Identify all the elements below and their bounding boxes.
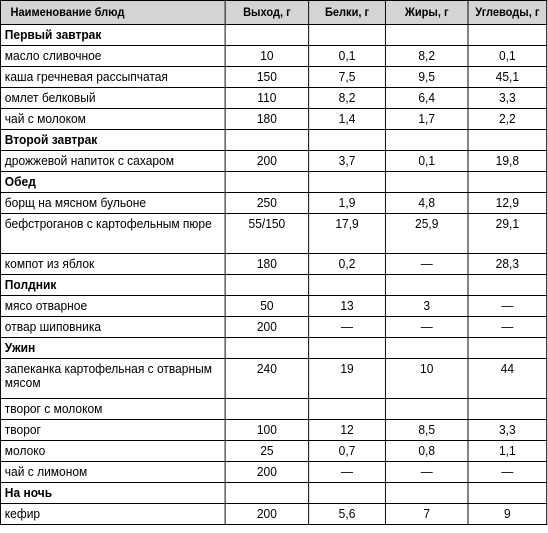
fat-cell: — — [385, 317, 468, 338]
section-title: Полдник — [0, 275, 225, 296]
empty-cell — [225, 130, 309, 151]
fat-cell: 3 — [385, 296, 468, 317]
output-cell: 110 — [225, 88, 309, 109]
protein-cell: 8,2 — [309, 88, 386, 109]
section-row — [0, 130, 546, 151]
header-dish-name: Наименование блюд — [0, 1, 225, 25]
protein-cell: 0,1 — [309, 46, 386, 67]
empty-cell — [385, 483, 468, 504]
section-row — [0, 483, 546, 504]
carbs-cell: 12,9 — [468, 193, 547, 214]
output-cell — [225, 399, 309, 420]
empty-cell — [225, 172, 309, 193]
empty-cell — [225, 338, 309, 359]
table-row — [0, 109, 546, 130]
output-cell: 200 — [225, 504, 309, 525]
output-cell: 200 — [225, 151, 309, 172]
table-row — [0, 462, 546, 483]
dish-name-cell: творог — [0, 420, 225, 441]
table-row — [0, 88, 546, 109]
output-cell: 25 — [225, 441, 309, 462]
header-carbs: Углеводы, г — [468, 1, 547, 25]
carbs-cell: 3,3 — [468, 420, 547, 441]
header-protein: Белки, г — [309, 1, 386, 25]
protein-cell: 3,7 — [309, 151, 386, 172]
section-row — [0, 275, 546, 296]
section-title: Обед — [0, 172, 225, 193]
header-row — [0, 1, 546, 25]
empty-cell — [385, 25, 468, 46]
output-cell: 50 — [225, 296, 309, 317]
fat-cell: 7 — [385, 504, 468, 525]
table-row — [0, 67, 546, 88]
dish-name-cell: омлет белковый — [0, 88, 225, 109]
header-output: Выход, г — [225, 1, 309, 25]
section-row — [0, 25, 546, 46]
protein-cell: 19 — [309, 359, 386, 399]
empty-cell — [468, 130, 547, 151]
output-cell: 100 — [225, 420, 309, 441]
protein-cell: 17,9 — [309, 214, 386, 254]
empty-cell — [225, 483, 309, 504]
dish-name-cell: творог с молоком — [0, 399, 225, 420]
empty-cell — [468, 338, 547, 359]
fat-cell: 4,8 — [385, 193, 468, 214]
protein-cell — [309, 399, 386, 420]
empty-cell — [385, 130, 468, 151]
section-title: На ночь — [0, 483, 225, 504]
empty-cell — [225, 25, 309, 46]
fat-cell: 0,8 — [385, 441, 468, 462]
table-row — [0, 359, 546, 399]
carbs-cell: 28,3 — [468, 254, 547, 275]
header-fat: Жиры, г — [385, 1, 468, 25]
protein-cell: — — [309, 317, 386, 338]
output-cell: 55/150 — [225, 214, 309, 254]
protein-cell: 13 — [309, 296, 386, 317]
fat-cell: 1,7 — [385, 109, 468, 130]
section-row — [0, 338, 546, 359]
empty-cell — [385, 338, 468, 359]
carbs-cell: 3,3 — [468, 88, 547, 109]
empty-cell — [309, 483, 386, 504]
empty-cell — [309, 130, 386, 151]
table-row — [0, 441, 546, 462]
dish-name-cell: чай с молоком — [0, 109, 225, 130]
empty-cell — [225, 275, 309, 296]
dish-name-cell: отвар шиповника — [0, 317, 225, 338]
carbs-cell: 19,8 — [468, 151, 547, 172]
output-cell: 250 — [225, 193, 309, 214]
fat-cell: — — [385, 462, 468, 483]
empty-cell — [309, 172, 386, 193]
dish-name-cell: каша гречневая рассыпчатая — [0, 67, 225, 88]
table-row — [0, 46, 546, 67]
carbs-cell: 29,1 — [468, 214, 547, 254]
dish-name-cell: запеканка картофельная с отварным мясом — [0, 359, 225, 399]
table-row — [0, 214, 546, 254]
protein-cell: 5,6 — [309, 504, 386, 525]
protein-cell: 1,4 — [309, 109, 386, 130]
dish-name-cell: молоко — [0, 441, 225, 462]
section-title: Второй завтрак — [0, 130, 225, 151]
protein-cell: 0,7 — [309, 441, 386, 462]
carbs-cell: 9 — [468, 504, 547, 525]
fat-cell — [385, 399, 468, 420]
table-row — [0, 254, 546, 275]
protein-cell: 1,9 — [309, 193, 386, 214]
table-row — [0, 504, 546, 525]
fat-cell: 10 — [385, 359, 468, 399]
empty-cell — [468, 25, 547, 46]
table-row — [0, 296, 546, 317]
empty-cell — [385, 275, 468, 296]
carbs-cell: 44 — [468, 359, 547, 399]
table-row — [0, 151, 546, 172]
table-row — [0, 399, 546, 420]
protein-cell: 7,5 — [309, 67, 386, 88]
protein-cell: 12 — [309, 420, 386, 441]
output-cell: 10 — [225, 46, 309, 67]
output-cell: 180 — [225, 254, 309, 275]
fat-cell: — — [385, 254, 468, 275]
table-body — [0, 25, 546, 525]
protein-cell: — — [309, 462, 386, 483]
protein-cell: 0,2 — [309, 254, 386, 275]
empty-cell — [309, 275, 386, 296]
dish-name-cell: дрожжевой напиток с сахаром — [0, 151, 225, 172]
dish-name-cell: кефир — [0, 504, 225, 525]
output-cell: 240 — [225, 359, 309, 399]
empty-cell — [385, 172, 468, 193]
fat-cell: 25,9 — [385, 214, 468, 254]
fat-cell: 0,1 — [385, 151, 468, 172]
carbs-cell: — — [468, 462, 547, 483]
dish-name-cell: чай с лимоном — [0, 462, 225, 483]
carbs-cell: — — [468, 317, 547, 338]
dish-name-cell: компот из яблок — [0, 254, 225, 275]
output-cell: 150 — [225, 67, 309, 88]
table-row — [0, 420, 546, 441]
carbs-cell: — — [468, 296, 547, 317]
carbs-cell: 2,2 — [468, 109, 547, 130]
carbs-cell: 1,1 — [468, 441, 547, 462]
dish-name-cell: борщ на мясном бульоне — [0, 193, 225, 214]
empty-cell — [468, 483, 547, 504]
fat-cell: 8,5 — [385, 420, 468, 441]
carbs-cell — [468, 399, 547, 420]
fat-cell: 6,4 — [385, 88, 468, 109]
dish-name-cell: бефстроганов с картофельным пюре — [0, 214, 225, 254]
dish-name-cell: мясо отварное — [0, 296, 225, 317]
fat-cell: 9,5 — [385, 67, 468, 88]
empty-cell — [309, 25, 386, 46]
section-title: Ужин — [0, 338, 225, 359]
output-cell: 200 — [225, 462, 309, 483]
output-cell: 200 — [225, 317, 309, 338]
table-row — [0, 317, 546, 338]
dish-name-cell: масло сливочное — [0, 46, 225, 67]
carbs-cell: 45,1 — [468, 67, 547, 88]
empty-cell — [309, 338, 386, 359]
table-header — [0, 1, 546, 25]
table-row — [0, 193, 546, 214]
output-cell: 180 — [225, 109, 309, 130]
empty-cell — [468, 172, 547, 193]
fat-cell: 8,2 — [385, 46, 468, 67]
carbs-cell: 0,1 — [468, 46, 547, 67]
section-row — [0, 172, 546, 193]
section-title: Первый завтрак — [0, 25, 225, 46]
empty-cell — [468, 275, 547, 296]
